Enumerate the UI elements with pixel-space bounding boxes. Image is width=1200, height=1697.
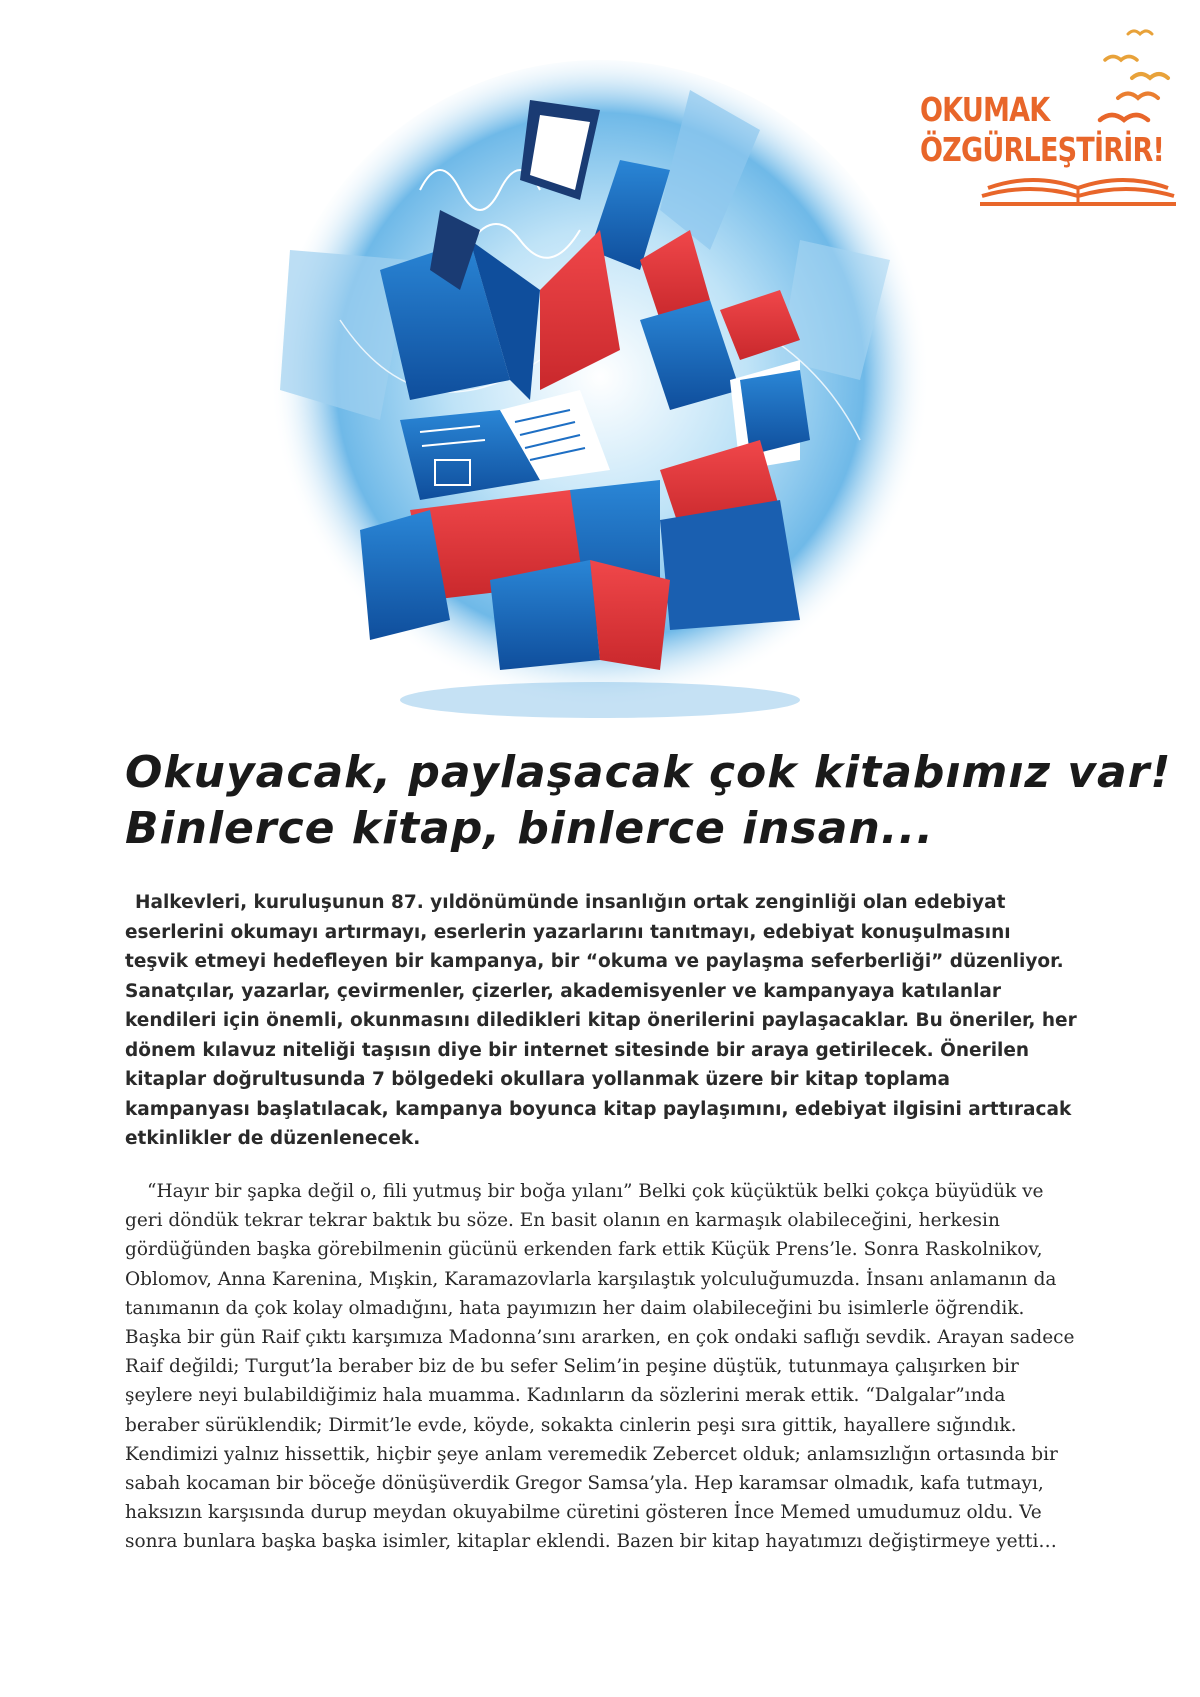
body-paragraph: “Hayır bir şapka değil o, fili yutmuş bir boğa yılanı” Belki çok küçüktük belki çokça büyüdük ve geri döndük tekrar tekrar baktık bu söze. En basit olanın en karmaşık olabileceğini, herkesin gördüğünden başka görebilmenin gücünü erkenden fark ettik Küçük Prens’le. Sonra Raskolnikov, Oblomov, Anna Karenina, Mışkin, Karamazovlarla karşılaştık yolculuğumuzda. İnsanı anlamanın da tanımanın da çok kolay olmadığını, hata payımızın her daim olabileceğini bu isimlerle öğrendik. Başka bir gün Raif çıktı karşımıza Madonna’sını ararken, en çok ondaki saflığı sevdik. Arayan sadece Raif değildi; Turgut’la beraber biz de bu sefer Selim’in peşine düştük, tutunmaya çalışırken bir şeylere neyi bulabildiğimiz hala muamma. Kadınların da sözlerini merak ettik. “Dalgalar”ında beraber sürüklendik; Dirmit’le evde, köyde, sokakta cinlerin peşi sıra gittik, hayallere sığındık. Kendimizi yalnız hissettik, hiçbir şeye anlam veremedik Zebercet olduk; anlamsızlığın ortasında bir sabah kocaman bir böceğe dönüşüverdik Gregor Samsa’yla. Hep karamsar olmadık, kafa tutmayı, haksızın karşısında durup meydan okuyabilme cüretini gösteren İnce Memed umudumuz oldu. Ve sonra bunlara başka başka isimler, kitaplar eklendi. Bazen bir kitap hayatımızı değiştirmeye yetti… xyxy=(125,1181,1075,1553)
headline xyxy=(125,745,1172,857)
flying-books-illustration xyxy=(240,60,960,760)
headline-line-1: Okuyacak, paylaşacak çok kitabımız var! xyxy=(125,747,1172,798)
headline-line-2: Binlerce kitap, binlerce insan... xyxy=(125,803,934,854)
logo-line-2: ÖZGÜRLEŞTİRİR! xyxy=(920,130,1165,169)
logo-line-1: OKUMAK xyxy=(920,90,1050,129)
intro-paragraph: Halkevleri, kuruluşunun 87. yıldönümünde insanlığın ortak zenginliği olan edebiyat eserlerini okumayı artırmayı, eserlerin yazarlarını tanıtmayı, edebiyat konuşulmasını teşvik etmeyi hedefleyen bir kampanya, bir “okuma ve paylaşma seferberliği” düzenliyor. Sanatçılar, yazarlar, çevirmenler, çizerler, akademisyenler ve kampanyaya katılanlar kendileri için önemli, okunmasını diledikleri kitap önerilerini paylaşacaklar. Bu öneriler, her dönem kılavuz niteliği taşısın diye bir internet sitesinde bir araya getirilecek. Önerilen kitaplar doğrultusunda 7 bölgedeki okullara yollanmak üzere bir kitap toplama kampanyası başlatılacak, kampanya boyunca kitap paylaşımını, edebiyat ilgisini arttıracak etkinlikler de düzenlenecek. xyxy=(125,892,1077,1149)
